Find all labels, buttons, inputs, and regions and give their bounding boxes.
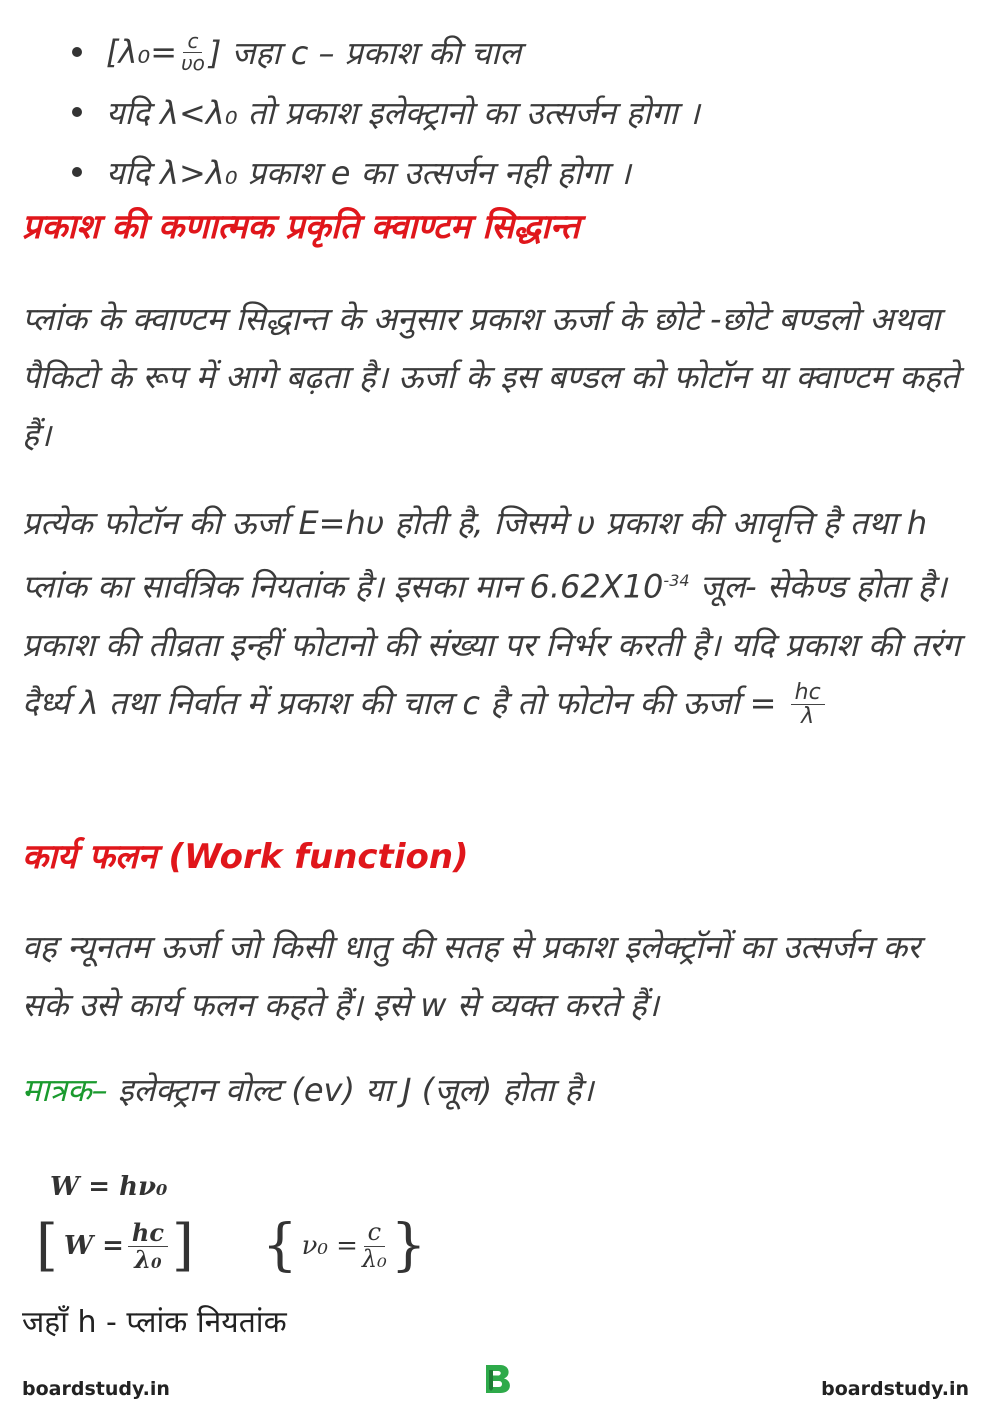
fraction-denominator: λ₀	[361, 1244, 387, 1273]
bullet-1-post: ] जहा c – प्रकाश की चाल	[208, 33, 522, 72]
fraction-hc-over-lambda0	[128, 1218, 168, 1274]
right-bracket: ]	[171, 1213, 194, 1278]
bullet-dot	[72, 47, 82, 57]
footer-site-right: boardstudy.in	[821, 1378, 969, 1400]
formula-w-h-nu0: W = hν₀	[50, 1172, 168, 1202]
formula-nu0-c-lambda0	[262, 1213, 427, 1278]
left-bracket: [	[36, 1213, 58, 1278]
bullet-1-pre: [λ₀=	[106, 33, 178, 71]
left-brace: {	[262, 1213, 298, 1278]
right-brace: }	[390, 1213, 427, 1278]
photon-energy-text-1: प्रत्येक फोटॉन की ऊर्जा E=hυ होती है, जिसमे υ प्रकाश की आवृत्ति है तथा h प्लांक का सार्वत्रिक नियतांक है। इसका मान 6.62X10	[22, 504, 928, 606]
footer-site-left: boardstudy.in	[22, 1378, 170, 1400]
boardstudy-logo-icon	[480, 1362, 514, 1396]
bullet-list	[72, 22, 972, 202]
paragraph-work-function: वह न्यूनतम ऊर्जा जो किसी धातु की सतह से प्रकाश इलेक्ट्रॉनों का उत्सर्जन कर सके उसे कार्य फलन कहते हैं। इसे w से व्यक्त करते हैं।	[22, 928, 921, 1024]
bullet-dot	[72, 107, 82, 117]
fraction-c-over-v0	[181, 28, 205, 75]
fraction-denominator: λ₀	[134, 1244, 162, 1274]
fraction-numerator: c	[183, 31, 202, 53]
formula-w-hc-lambda0	[36, 1213, 194, 1278]
bullet-dot	[72, 167, 82, 177]
formula-lhs: ν₀ =	[301, 1231, 358, 1261]
unit-text: इलेक्ट्रान वोल्ट (ev) या J (जूल) होता है।	[107, 1071, 594, 1109]
fraction-numerator: hc	[128, 1220, 168, 1246]
paragraph-planck-theory: प्लांक के क्वाण्टम सिद्धान्त के अनुसार प्रकाश ऊर्जा के छोटे -छोटे बण्डलो अथवा पैकिटो के रूप में आगे बढ़ता है। ऊर्जा के इस बण्डल को फोटॉन या क्वाण्टम कहते हैं।	[22, 300, 960, 454]
fraction-hc-over-lambda	[791, 681, 825, 728]
exponent: -34	[663, 571, 690, 590]
where-h-planck-constant: जहाँ h - प्लांक नियतांक	[22, 1305, 287, 1340]
unit-line	[22, 1068, 593, 1111]
list-item	[72, 142, 972, 202]
unit-label: मात्रक–	[22, 1071, 108, 1109]
bullet-3-text: यदि λ>λ₀ प्रकाश e का उत्सर्जन नही होगा ।	[106, 153, 631, 192]
fraction-numerator: hc	[791, 681, 825, 705]
fraction-numerator: c	[364, 1220, 385, 1246]
photon-energy-text-2: जूल- सेकेण्ड होता है। प्रकाश की तीव्रता इन्हीं फोटानो की संख्या पर निर्भर करती है। यदि प्रकाश की तरंग दैर्ध्य λ तथा निर्वात में प्रकाश की चाल c है तो फोटोन की ऊर्जा =	[22, 567, 961, 722]
section-heading-quantum-theory: प्रकाश की कणात्मक प्रकृति क्वाण्टम सिद्धान्त	[22, 207, 580, 247]
fraction-c-over-lambda0	[362, 1220, 387, 1271]
bullet-2-text: यदि λ<λ₀ तो प्रकाश इलेक्ट्रानो का उत्सर्जन होगा ।	[106, 93, 700, 132]
fraction-denominator: λ	[801, 704, 815, 730]
paragraph-photon-energy	[22, 494, 972, 732]
list-item	[72, 22, 972, 82]
formula-lhs: W =	[63, 1231, 124, 1261]
list-item	[72, 82, 972, 142]
fraction-denominator: υο	[181, 50, 205, 75]
section-heading-work-function: कार्य फलन (Work function)	[22, 837, 469, 877]
